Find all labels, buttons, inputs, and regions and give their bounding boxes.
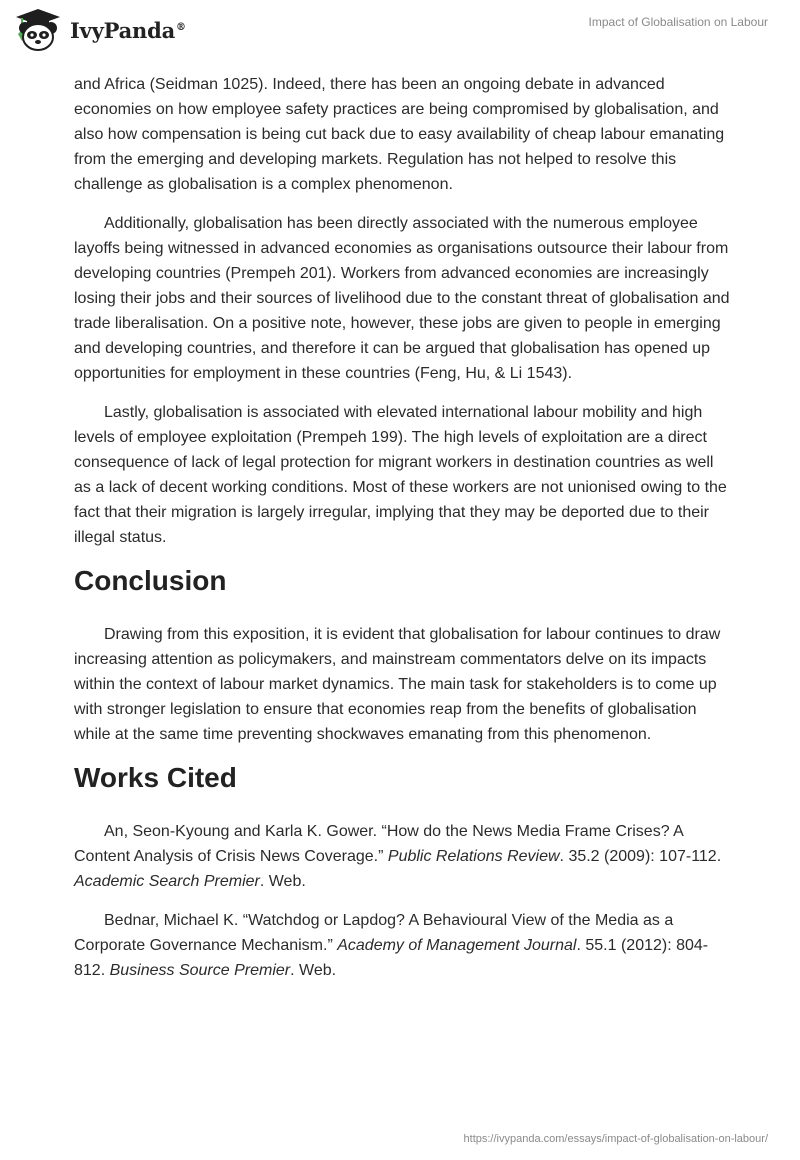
citation-journal: Public Relations Review <box>387 848 560 865</box>
conclusion-heading: Conclusion <box>74 565 227 596</box>
citation-database: Academic Search Premier <box>74 873 260 890</box>
body-paragraph: Lastly, globalisation is associated with elevated international labour mobility and high levels of employee exploitation (Prempeh 199). The high levels of exploitation are a direct consequence of lack of legal protection for migrant workers in destination countries as well as a lack of decent working conditions. Most of these workers are not unionised owing to the fact that their migration is largely irregular, implying that they may be deported due to their illegal status. <box>74 404 727 546</box>
brand-name: IvyPanda® <box>70 17 186 43</box>
panda-logo-icon <box>14 8 62 52</box>
citation-database: Business Source Premier <box>109 962 291 979</box>
body-paragraph: Additionally, globalisation has been directly associated with the numerous employee layoffs being witnessed in advanced economies as organisations outsource their labour from developing countries (Prempeh 201). Workers from advanced economies are increasingly losing their jobs and their sources of livelihood due to the constant threat of globalisation and trade liberalisation. On a positive note, however, these jobs are given to people in emerging and developing countries, and therefore it can be argued that globalisation has opened up opportunities for employment in these countries (Feng, Hu, & Li 1543). <box>74 215 730 382</box>
works-cited-heading: Works Cited <box>74 762 237 793</box>
citation-entry: An, Seon-Kyoung and Karla K. Gower. “How do the News Media Frame Crises? A Content Analysis of Crisis News Coverage.” Public Relations Review. 35.2 (2009): 107-112. Academic Search Premier. Web. <box>74 823 722 890</box>
body-paragraph: and Africa (Seidman 1025). Indeed, there has been an ongoing debate in advanced economies on how employee safety practices are being compromised by globalisation, and also how compensation is being cut back due to easy availability of cheap labour emanating from the emerging and developing markets. Regulation has not helped to resolve this challenge as globalisation is a complex phenomenon. <box>74 76 725 193</box>
citation-entry: Bednar, Michael K. “Watchdog or Lapdog? A Behavioural View of the Media as a Corporate Governance Mechanism.” Academy of Management Journal. 55.1 (2012): 804-812. Business Source Premier. Web. <box>74 912 709 979</box>
document-title: Impact of Globalisation on Labour <box>588 15 768 29</box>
page-header <box>0 0 800 60</box>
brand-logo[interactable] <box>14 8 186 52</box>
conclusion-paragraph: Drawing from this exposition, it is evident that globalisation for labour continues to draw increasing attention as policymakers, and mainstream commentators delve on its impacts within the context of labour market dynamics. The main task for stakeholders is to come up with stronger legislation to ensure that economies reap from the benefits of globalisation while at the same time preventing shockwaves emanating from this phenomenon. <box>74 626 721 743</box>
citation-journal: Academy of Management Journal <box>337 937 577 954</box>
source-url-link[interactable]: https://ivypanda.com/essays/impact-of-globalisation-on-labour/ <box>463 1133 768 1145</box>
essay-content <box>74 72 734 997</box>
